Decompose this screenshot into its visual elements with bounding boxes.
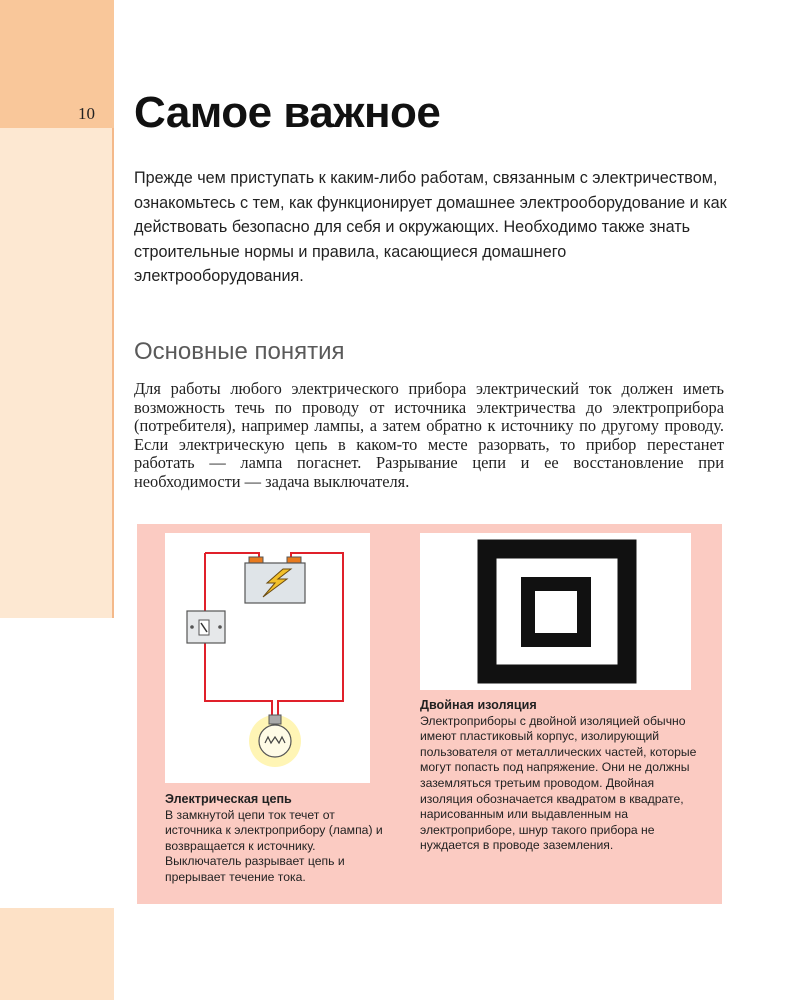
circuit-caption-text: В замкнутой цепи ток течет от источника к электроприбору (лампа) и возвращается к источнику. Выключатель разрывает цепь и прерывает течение тока.: [165, 807, 383, 884]
intro-paragraph: Прежде чем приступать к каким-либо работам, связанным с электричеством, ознакомьтесь с тем, как функционирует домашнее электрооборудование и как действовать безопасно для себя и окружающих. Необходимо также знать строительные нормы и правила, касающиеся домашнего электрооборудования.: [134, 169, 727, 285]
section-title: Основные понятия: [134, 338, 345, 365]
battery-icon: [245, 557, 305, 603]
double-insulation-caption-text: Электроприборы с двойной изоляцией обычно имеют пластиковый корпус, изолирующий пользователя от металлических частей, которые могут попасть под напряжение. Они не должны заземляться третьим проводом. Двойная изоляция обозначается квадратом в квадрате, нарисованным или выдавленным на электроприборе, шнур такого прибора не нуждается в проводе заземления.: [420, 713, 697, 853]
margin-band-middle: [0, 128, 114, 618]
circuit-figure: [165, 533, 370, 783]
circuit-caption: [165, 792, 390, 886]
switch-icon: [187, 611, 225, 643]
margin-band-edge: [112, 128, 114, 618]
circuit-diagram: [165, 533, 370, 783]
page-title: Самое важное: [134, 88, 441, 137]
page-number: 10: [78, 104, 95, 123]
double-insulation-caption-title: Двойная изоляция: [420, 698, 537, 712]
double-insulation-figure: [420, 533, 691, 690]
double-insulation-caption: [420, 698, 705, 854]
margin-band-bottom: [0, 908, 114, 1000]
section-body: Для работы любого электрического прибора электрический ток должен иметь возможность течь по проводу от источника электричества до электроприбора (потребителя), например лампы, а затем обратно к источнику по другому проводу. Если электрическую цепь в каком-то месте разорвать, то прибор перестанет работать — лампа погаснет. Разрывание цепи и ее восстановление при необходимости — задача выключателя.: [134, 379, 724, 491]
double-insulation-symbol: [420, 533, 691, 690]
lamp-icon: [249, 715, 301, 767]
circuit-caption-title: Электрическая цепь: [165, 792, 292, 806]
